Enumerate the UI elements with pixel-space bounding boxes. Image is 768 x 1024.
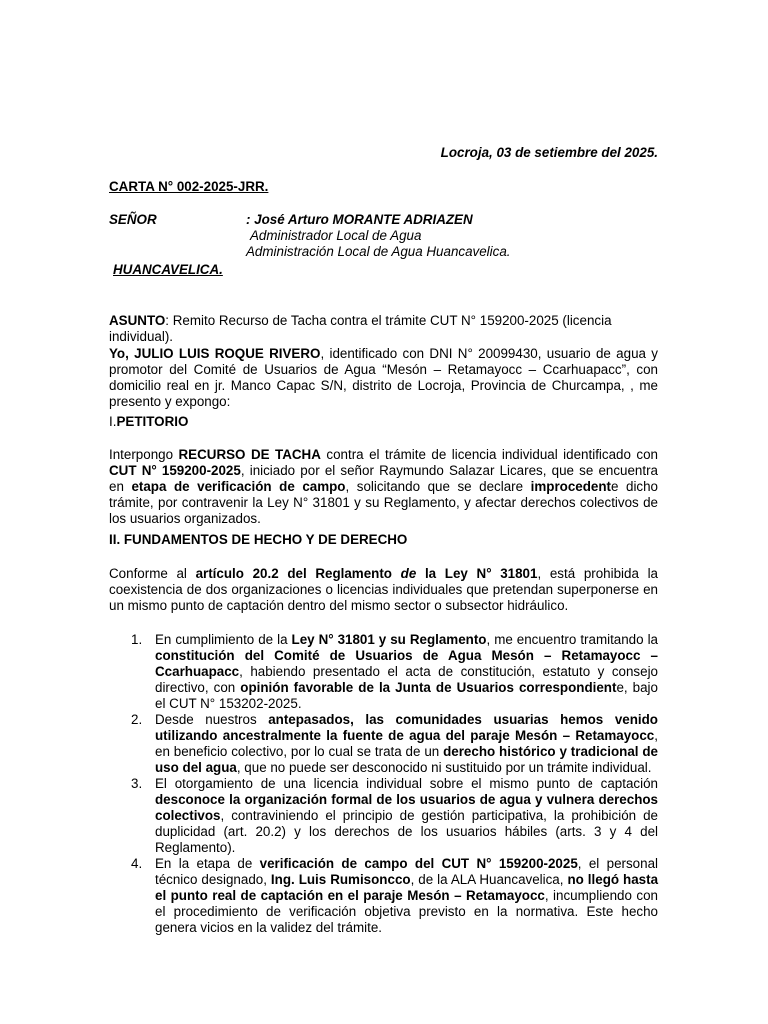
list-item: [109, 776, 658, 856]
intro-name: Yo, JULIO LUIS ROQUE RIVERO: [109, 346, 321, 361]
petitorio-heading-number: I.: [109, 414, 117, 429]
petitorio-text: e dicho trámite, por contravenir la Ley N° 31801 y su Reglamento, y afectar derechos colectivos de los usuarios organizados.: [109, 479, 659, 526]
asunto-text: : Remito Recurso de Tacha contra el trámite CUT N° 159200-2025 (licencia individual).: [109, 313, 612, 344]
petitorio-text: , solicitando que se declare: [345, 479, 531, 494]
list-item: [109, 712, 658, 776]
list-item-bold: antepasados, las comunidades usuarias hemos venido utilizando ancestralmente la fuente de agua del paraje Mesón – Retamayocc: [155, 712, 658, 743]
petitorio-bold: etapa de verificación de campo: [131, 479, 346, 494]
fundamentos-text: Conforme al: [109, 566, 196, 581]
list-item-text: , el personal técnico designado,: [155, 856, 658, 887]
list-item-text: En cumplimiento de la: [155, 632, 292, 647]
list-item-number: 1.: [131, 632, 143, 647]
addressee-office: Administración Local de Agua Huancavelica.: [246, 244, 511, 259]
list-item-text: Desde nuestros: [155, 712, 269, 727]
petitorio-bold: CUT N° 159200-2025: [109, 463, 241, 478]
list-item-number: 2.: [131, 712, 143, 727]
list-item: [109, 856, 658, 936]
list-item-text: , en beneficio colectivo, por lo cual se trata de un: [155, 728, 658, 759]
list-item-number: 3.: [131, 776, 143, 791]
petitorio-bold: RECURSO DE TACHA: [178, 447, 321, 462]
asunto-paragraph: [109, 313, 658, 345]
list-item-bold: opinión favorable de la Junta de Usuarios correspondient: [240, 680, 617, 695]
fundamentos-paragraph: [109, 566, 658, 614]
addressee-city: HUANCAVELICA.: [113, 262, 223, 277]
fundamentos-bold: la Ley N° 31801: [416, 566, 538, 581]
letter-date: Locroja, 03 de setiembre del 2025.: [440, 145, 658, 160]
intro-text: , identificado con DNI N° 20099430, usuario de agua y promotor del Comité de Usuarios de Agua “Mesón – Retamayocc – Ccarhuapacc”, con domicilio real en jr. Manco Capac S/N, distrito de Locroja, Provincia de Churcampa, , me presento y expongo:: [109, 346, 658, 409]
petitorio-text: Interpongo: [109, 447, 179, 462]
list-item: [109, 632, 658, 712]
intro-paragraph: [109, 346, 658, 410]
asunto-label: ASUNTO: [109, 313, 166, 328]
petitorio-heading-text: PETITORIO: [116, 414, 189, 429]
petitorio-text: , iniciado por el señor Raymundo Salazar Licares, que se encuentra en: [109, 463, 659, 494]
list-item-bold: constitución del Comité de Usuarios de Agua Mesón – Retamayocc – Ccarhuapacc: [155, 648, 658, 679]
list-item-text: , habiendo presentado el acta de constitución, estatuto y consejo directivo, con: [155, 664, 658, 695]
petitorio-paragraph: [109, 447, 658, 527]
fundamentos-list: [109, 632, 658, 936]
list-item-text: , contraviniendo el principio de gestión participativa, la prohibición de duplicidad (art. 20.2) y los derechos de los usuarios hábiles (arts. 3 y 4 del Reglamento).: [155, 808, 658, 855]
petitorio-heading: [109, 414, 658, 430]
list-item-text: , me encuentro tramitando la: [486, 632, 658, 647]
addressee-salutation: SEÑOR: [109, 212, 157, 227]
addressee-block: [246, 212, 511, 260]
list-item-bold: Ley N° 31801 y su Reglamento: [291, 632, 487, 647]
list-item-text: El otorgamiento de una licencia individual sobre el mismo punto de captación: [155, 776, 658, 791]
list-item-text: , de la ALA Huancavelica,: [410, 872, 568, 887]
list-item-number: 4.: [131, 856, 143, 871]
list-item-bold: desconoce la organización formal de los usuarios de agua y vulnera derechos colectivos: [155, 792, 658, 823]
letter-reference: CARTA N° 002-2025-JRR.: [109, 179, 269, 194]
list-item-bold: no llegó hasta el punto real de captación en el paraje Mesón – Retamayocc: [155, 872, 659, 903]
list-item-text: e, bajo el CUT N° 153202-2025.: [155, 680, 658, 711]
fundamentos-bold: artículo 20.2 del Reglamento: [195, 566, 401, 581]
list-item-text: En la etapa de: [155, 856, 260, 871]
list-item-text: , incumpliendo con el procedimiento de verificación objetiva previsto en la normativa. Este hecho genera vicios en la validez del trámite.: [155, 888, 659, 935]
addressee-role: Administrador Local de Agua: [250, 228, 422, 243]
addressee-name: : José Arturo MORANTE ADRIAZEN: [246, 212, 473, 227]
petitorio-text: contra el trámite de licencia individual identificado con: [320, 447, 658, 462]
petitorio-bold: improcedent: [530, 479, 611, 494]
fundamentos-italic: de: [400, 566, 417, 581]
fundamentos-heading: II. FUNDAMENTOS DE HECHO Y DE DERECHO: [109, 532, 408, 547]
list-item-bold: Ing. Luis Rumisoncco: [270, 872, 411, 887]
fundamentos-text: , está prohibida la coexistencia de dos organizaciones o licencias individuales que pretendan superponerse en un mismo punto de captación dentro del mismo sector o subsector hidráulico.: [109, 566, 658, 613]
list-item-text: , que no puede ser desconocido ni sustituido por un trámite individual.: [236, 760, 652, 775]
list-item-bold: verificación de campo del CUT N° 159200-2025: [259, 856, 578, 871]
list-item-bold: derecho histórico y tradicional de uso del agua: [155, 744, 658, 775]
